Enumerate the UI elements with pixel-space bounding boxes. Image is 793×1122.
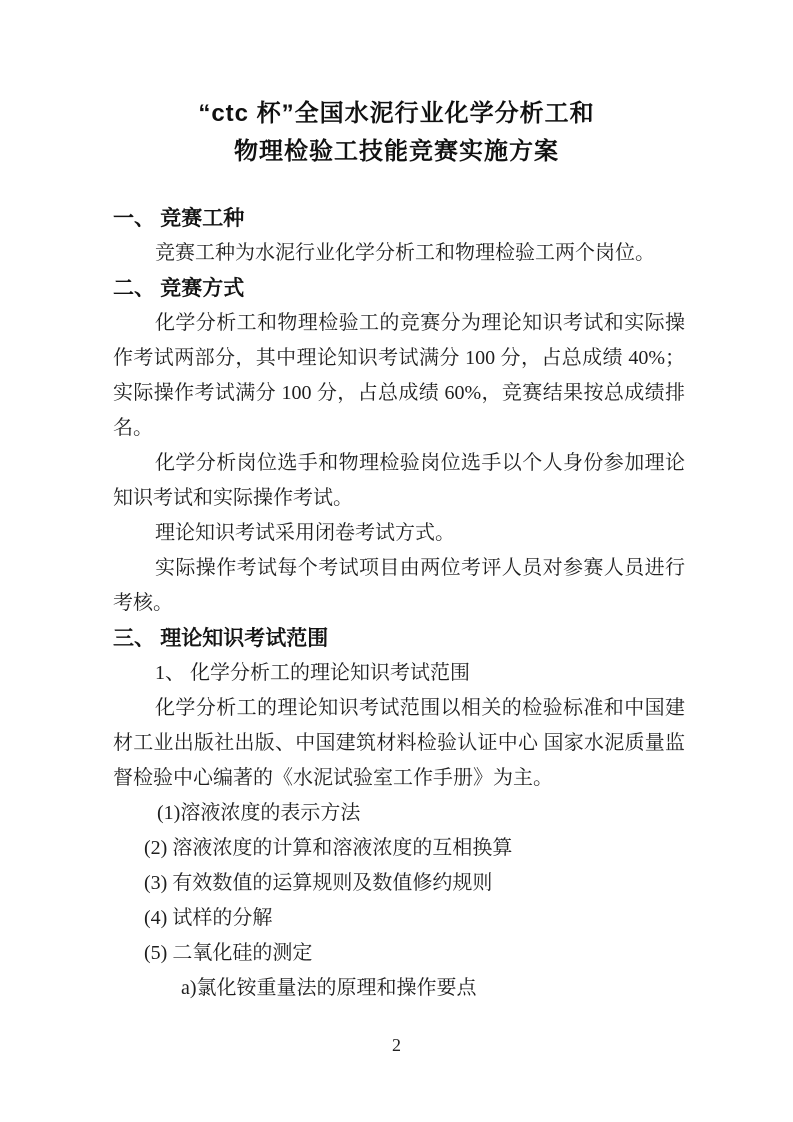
document-title	[0, 0, 793, 171]
list-item: (3) 有效数值的运算规则及数值修约规则	[144, 872, 493, 894]
document-title-line-1: “ctc 杯”全国水泥行业化学分析工和	[198, 100, 595, 127]
list-item: (2) 溶液浓度的计算和溶液浓度的互相换算	[144, 837, 513, 859]
section-heading: 二、 竞赛方式	[113, 276, 245, 300]
list-item: (1)溶液浓度的表示方法	[157, 802, 361, 824]
section-heading: 三、 理论知识考试范围	[113, 626, 329, 650]
paragraph: 化学分析工和物理检验工的竞赛分为理论知识考试和实际操作考试两部分，其中理论知识考试满分 100 分，占总成绩 40%；实际操作考试满分 100 分，占总成绩 60%，竞赛结果按总成绩排名。	[113, 312, 685, 439]
list-item: (4) 试样的分解	[144, 907, 273, 929]
sub-section-title: 1、 化学分析工的理论知识考试范围	[155, 662, 470, 684]
document-title-line-2: 物理检验工技能竞赛实施方案	[234, 138, 559, 165]
list-item: (5) 二氧化硅的测定	[144, 942, 313, 964]
paragraph: 化学分析岗位选手和物理检验岗位选手以个人身份参加理论知识考试和实际操作考试。	[113, 452, 685, 509]
paragraph: 化学分析工的理论知识考试范围以相关的检验标准和中国建材工业出版社出版、中国建筑材料检验认证中心 国家水泥质量监督检验中心编著的《水泥试验室工作手册》为主。	[113, 697, 685, 789]
document-body	[113, 201, 685, 1006]
paragraph: 竞赛工种为水泥行业化学分析工和物理检验工两个岗位。	[155, 242, 655, 264]
paragraph: 理论知识考试采用闭卷考试方式。	[155, 522, 455, 544]
section-heading: 一、 竞赛工种	[113, 206, 245, 230]
paragraph: 实际操作考试每个考试项目由两位考评人员对参赛人员进行考核。	[113, 557, 685, 614]
page-number: 2	[392, 1035, 401, 1055]
list-sub-item: a)氯化铵重量法的原理和操作要点	[181, 977, 477, 999]
